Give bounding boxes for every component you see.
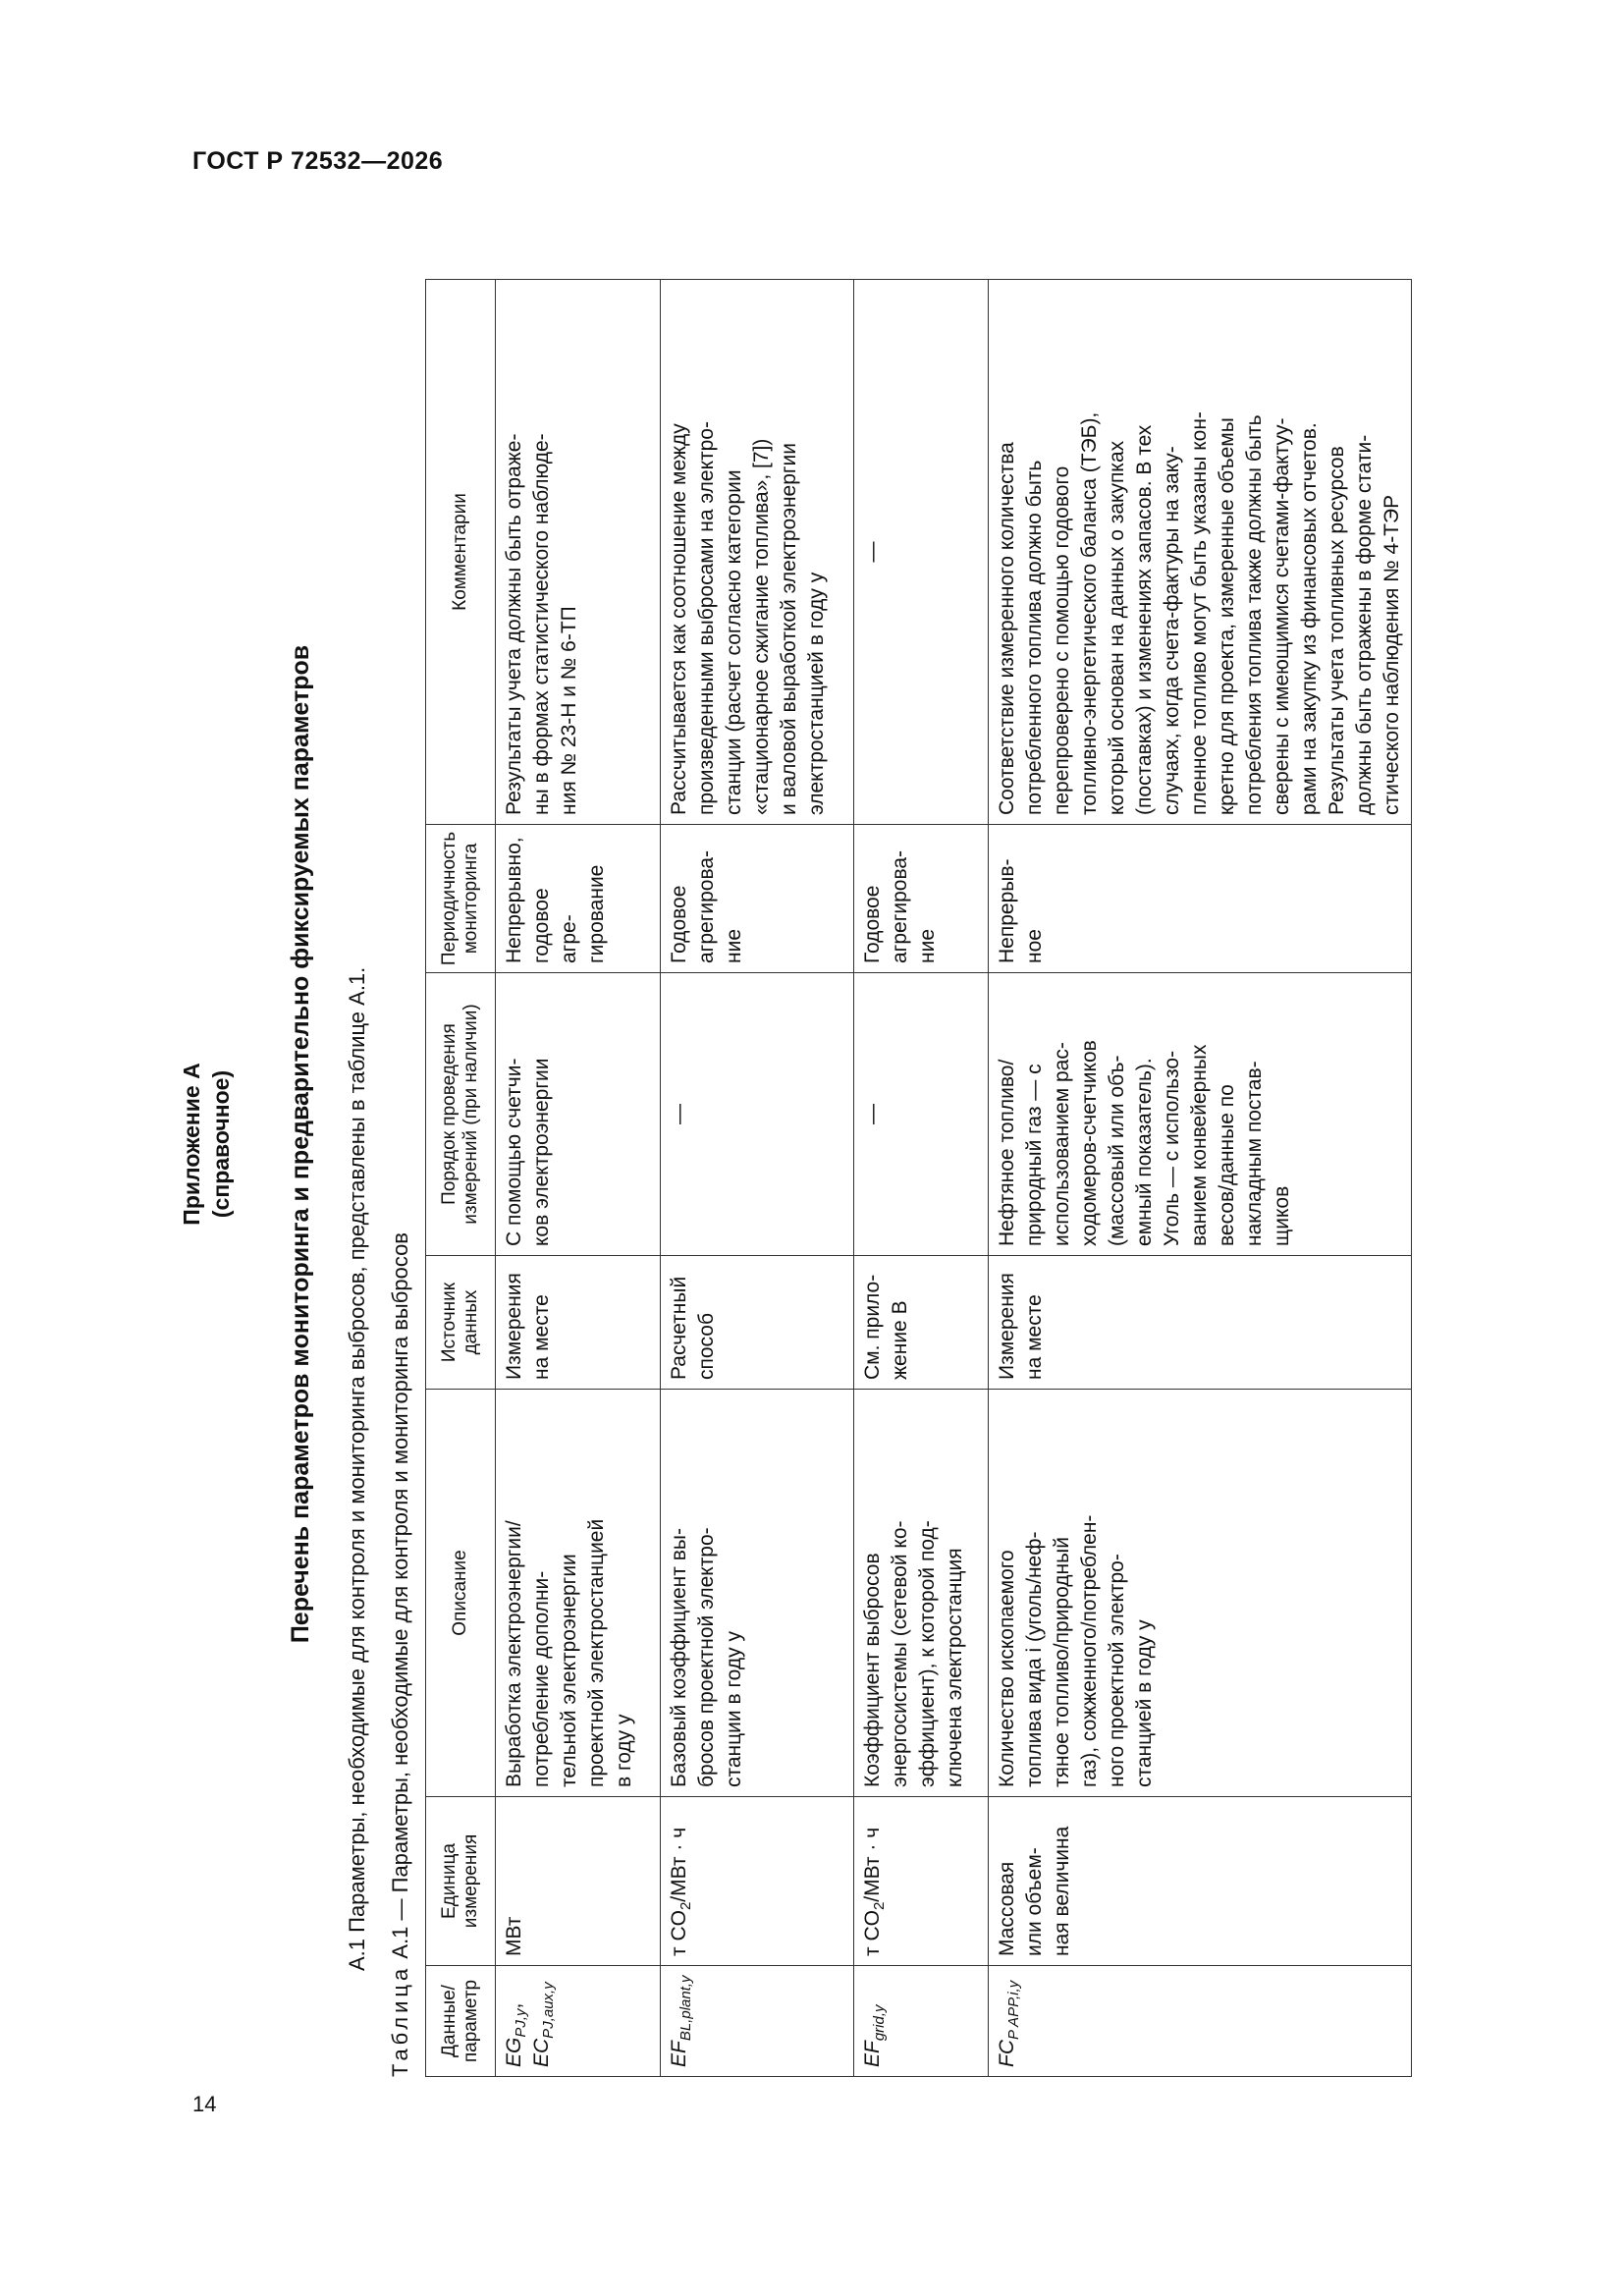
table-caption [388, 1232, 413, 2077]
unit-cell: МВт [496, 1797, 661, 1966]
table-caption-prefix: Таблица [388, 1964, 412, 2077]
period-cell: Годовое агрегирова- ние [661, 825, 854, 973]
table-row [989, 280, 1412, 2077]
column-header-comment: Комментарии [426, 280, 496, 825]
parameter-cell: $EF_{grid,y}$ [854, 1966, 989, 2077]
appendix-heading [177, 211, 236, 2077]
procedure-cell: — [661, 973, 854, 1256]
description-cell: Коэффициент выбросов энергосистемы (сетевой ко- эффициент), к которой под- ключена электростанция [854, 1390, 989, 1797]
column-header-unit: Единица измерения [426, 1797, 496, 1966]
unit-cell: т $CO_2$/МВт · ч [661, 1797, 854, 1966]
table-row [661, 280, 854, 2077]
period-cell: Годовое агрегирова- ние [854, 825, 989, 973]
description-cell: Выработка электроэнергии/ потребление дополни- тельной электроэнергии проектной электростанцией в году y [496, 1390, 661, 1797]
parameter-cell: $EF_{BL,plant,y}$ [661, 1966, 854, 2077]
period-cell: Непрерыв- ное [989, 825, 1412, 973]
rotated-page-content [177, 211, 1492, 2077]
parameters-table [425, 279, 1412, 2077]
procedure-cell: Нефтяное топливо/ природный газ — с использованием рас- ходомеров-счетчиков (массовый или объ- емный показатель). Уголь — с использо- ванием конвейерных весов/данные по накладным постав- щиков [989, 973, 1412, 1256]
source-cell: Расчетный способ [661, 1256, 854, 1390]
table-row [854, 280, 989, 2077]
comment-cell: Соответствие измеренного количества потребленного топлива должно быть перепроверено с помощью годового топливно-энергетического баланса (ТЭБ), который основан на данных о закупках (поставках) и изменениях запасов. В тех случаях, когда счета-фактуры на заку- пленное топливо могут быть указаны кон- кретно для проекта, измеренные объемы потребления топлива также должны быть сверены с имеющимися счетами-фактуу- рами на закупку из финансовых отчетов. Результаты учета топливных ресурсов должны быть отражены в форме стати- стического наблюдения № 4-ТЭР [989, 280, 1412, 825]
description-cell: Базовый коэффициент вы- бросов проектной электро- станции в году y [661, 1390, 854, 1797]
table-header-row [426, 280, 496, 2077]
period-cell: Непрерывно, годовое агре- гирование [496, 825, 661, 973]
table-caption-text: А.1 — Параметры, необходимые для контроля и мониторинга выбросов [388, 1232, 412, 1959]
column-header-period: Периодичность мониторинга [426, 825, 496, 973]
comment-cell: Результаты учета должны быть отраже- ны в формах статистического наблюде- ния № 23-Н и № 6-ТП [496, 280, 661, 825]
procedure-cell: С помощью счетчи- ков электроэнергии [496, 973, 661, 1256]
appendix-title: Перечень параметров мониторинга и предварительно фиксируемых параметров [287, 644, 314, 1644]
unit-cell: т $CO_2$/МВт · ч [854, 1797, 989, 1966]
table-row [496, 280, 661, 2077]
parameter-cell: $EG_{PJ,y}$, $EC_{PJ,aux,y}$ [496, 1966, 661, 2077]
document-code: ГОСТ Р 72532—2026 [192, 147, 444, 175]
source-cell: См. прило- жение В [854, 1256, 989, 1390]
comment-cell: — [854, 280, 989, 825]
appendix-note: (справочное) [208, 1069, 234, 1219]
page-number: 14 [192, 2092, 217, 2116]
intro-paragraph: А.1 Параметры, необходимые для контроля и мониторинга выбросов, представлены в таблице А.1. [345, 966, 369, 1971]
column-header-procedure: Порядок проведения измерений (при наличии) [426, 973, 496, 1256]
parameter-cell: $FC_{P APP,i,y}$ [989, 1966, 1412, 2077]
appendix-label: Приложение А [179, 1063, 204, 1226]
comment-cell: Рассчитывается как соотношение между произведенными выбросами на электро- станции (расчет согласно категории «стационарное сжигание топлива», [7]) и валовой выработкой электроэнергии электростанцией в году y [661, 280, 854, 825]
description-cell: Количество ископаемого топлива вида i (уголь/неф- тяное топливо/природный газ), сожженного/потреблен- ного проектной электро- станцией в году y [989, 1390, 1412, 1797]
source-cell: Измерения на месте [989, 1256, 1412, 1390]
unit-cell: Массовая или объем- ная величина [989, 1797, 1412, 1966]
column-header-description: Описание [426, 1390, 496, 1797]
procedure-cell: — [854, 973, 989, 1256]
column-header-source: Источник данных [426, 1256, 496, 1390]
source-cell: Измерения на месте [496, 1256, 661, 1390]
column-header-parameter: Данные/ параметр [426, 1966, 496, 2077]
